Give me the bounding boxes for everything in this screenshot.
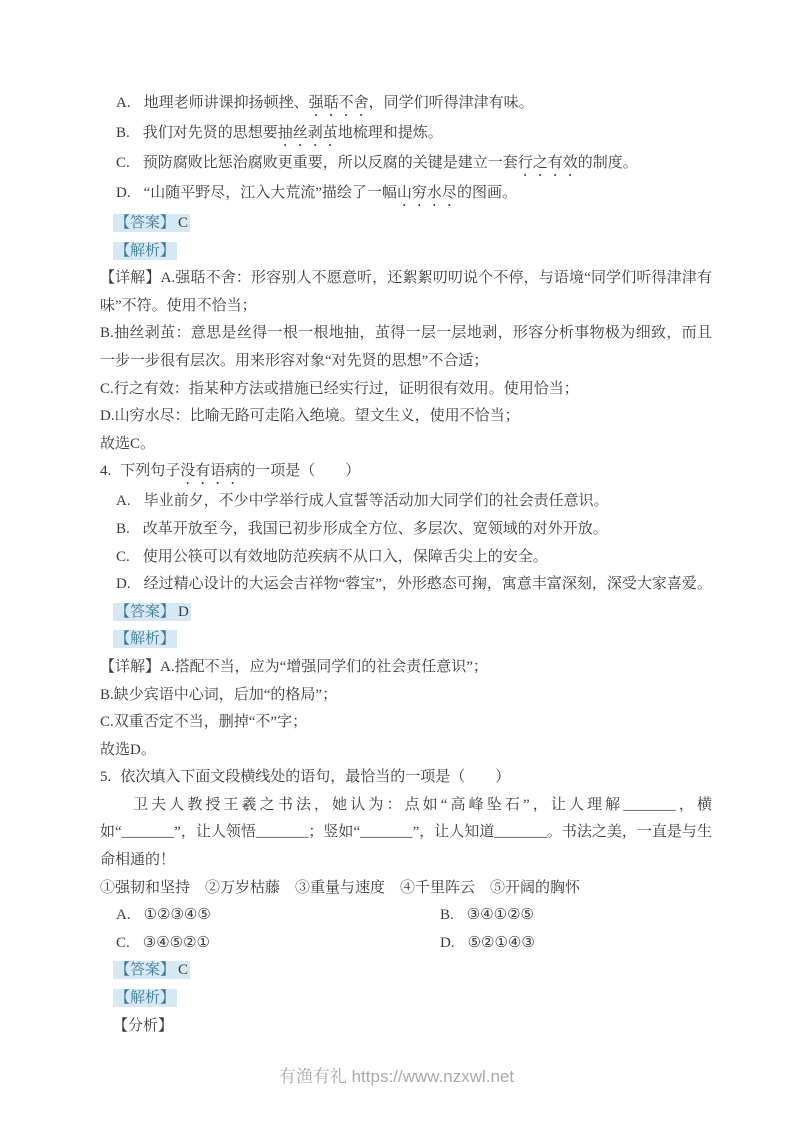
q4-option-a — [100, 488, 712, 516]
question-number: 4. — [100, 463, 112, 480]
detail-label: 【详解】 — [100, 658, 161, 675]
option-text: 的制度。 — [577, 155, 638, 171]
option-text: 预防腐败比惩治腐败更重要，所以反腐的关键是建立一套 — [142, 155, 518, 171]
q5-analysis-line — [100, 985, 712, 1013]
q5-options-grid — [100, 902, 712, 957]
q5-option-c — [116, 930, 440, 958]
option-letter: C. — [116, 548, 130, 565]
question-text: 的一项是（ ） — [240, 463, 361, 480]
option-letter: A. — [116, 493, 131, 510]
option-text: 改革开放至今，我国已初步形成全方位、多层次、宽领域的对外开放。 — [142, 520, 608, 537]
passage-text: 。书法之美，一直是与生命相通的！ — [100, 824, 712, 869]
q3-detail-b: B.抽丝剥茧：意思是丝得一根一根地抽，茧得一层一层地剥，形容分析事物极为细致，而且一步一步很有层次。用来形容对象“对先贤的思想”不合适； — [100, 325, 712, 369]
option-text: ⑤②①④③ — [467, 934, 535, 951]
q4-detail-a — [100, 654, 712, 682]
option-letter: C. — [116, 934, 130, 951]
q4-analysis-line — [100, 626, 712, 654]
answer-highlight — [113, 603, 191, 621]
detail-text: A.强聒不舍：形容别人不愿意听，还絮絮叨叨说个不停，与语境“同学们听得津津有味”不符。使用不恰当； — [100, 270, 712, 314]
q3-detail-c: C.行之有效：指某种方法或措施已经实行过，证明很有效用。使用恰当； — [100, 380, 579, 397]
q5-answer-line — [100, 957, 712, 985]
option-text: 经过精心设计的大运会吉祥物“蓉宝”，外形憨态可掬，寓意丰富深刻，深受大家喜爱。 — [143, 576, 712, 593]
q4-option-b — [100, 516, 712, 544]
answer-label: 【答案】 — [115, 962, 176, 979]
option-text: 地梳理和提炼。 — [337, 125, 443, 141]
option-letter: C. — [116, 155, 130, 171]
option-letter: B. — [440, 907, 454, 924]
q3-option-d — [100, 180, 712, 210]
answer-value: D — [178, 603, 189, 620]
option-text: 的图画。 — [456, 185, 517, 201]
q3-analysis-line — [100, 238, 712, 266]
q5-option-b — [440, 902, 712, 930]
q3-option-a — [100, 90, 712, 120]
answer-value: C — [178, 215, 189, 231]
option-text: ①②③④⑤ — [143, 907, 211, 924]
passage-text: ，让人知道 — [419, 824, 495, 841]
q5-option-d — [440, 930, 712, 958]
detail-label: 【详解】 — [100, 270, 161, 287]
option-text: 毕业前夕，不少中学举行成人宣誓等活动加大同学们的社会责任意识。 — [143, 493, 609, 510]
passage-text: ，让人领悟 — [180, 824, 256, 841]
emphasized-idiom: 抽丝剥茧 — [277, 125, 338, 141]
question-text: 下列句子 — [120, 463, 181, 480]
emphasized-idiom: 强聒不舍 — [308, 95, 369, 111]
q4-title — [100, 458, 712, 488]
quoted-blank-line: “_______” — [115, 824, 181, 841]
option-text: “山随平野尽，江入大荒流”描绘了一幅 — [143, 185, 397, 201]
answer-value: C — [178, 962, 189, 979]
option-letter: A. — [116, 95, 131, 111]
option-text: ③④⑤②① — [142, 934, 211, 951]
passage-text: ，横如 — [100, 796, 712, 841]
analysis-label: 【解析】 — [115, 631, 176, 648]
q3-answer-line — [100, 210, 712, 238]
q5-numbered-items: ①强韧和坚持 ②万岁枯藤 ③重量与速度 ④千里阵云 ⑤开阔的胸怀 — [100, 879, 581, 896]
q5-title — [100, 764, 712, 792]
q3-option-c — [100, 150, 712, 180]
q4-conclusion: 故选D。 — [100, 741, 156, 758]
q4-detail-c: C.双重否定不当，删掉“不”字； — [100, 714, 308, 731]
question-text: 依次填入下面文段横线处的语句，最恰当的一项是（ ） — [120, 769, 511, 786]
option-letter: D. — [440, 934, 455, 951]
emphasized-idiom: 山穷水尽 — [396, 185, 457, 201]
option-letter: B. — [116, 125, 130, 141]
quoted-blank-line: “_______” — [353, 824, 420, 841]
q4-option-d — [100, 571, 712, 599]
question-number: 5. — [100, 769, 112, 786]
answer-highlight — [113, 961, 190, 979]
option-letter: A. — [116, 907, 131, 924]
detail-text: A.搭配不当，应为“增强同学们的社会责任意识”； — [160, 658, 488, 675]
option-text: 地理老师讲课抑扬顿挫、 — [143, 95, 309, 111]
blank-line: _______ — [623, 796, 676, 813]
q5-passage — [100, 792, 712, 875]
option-letter: D. — [116, 185, 131, 201]
q4-answer-line — [100, 599, 712, 627]
q5-option-a — [116, 902, 440, 930]
option-letter: B. — [116, 520, 130, 537]
blank-line: _______ — [255, 824, 309, 841]
analysis-label: 【解析】 — [115, 242, 176, 259]
fenxi-label: 【分析】 — [113, 1017, 174, 1034]
option-letter: D. — [116, 576, 131, 593]
watermark-text: 有渔有礼 https://www.nzxwl.net — [278, 1067, 515, 1086]
page-footer — [0, 1062, 793, 1087]
q5-fenxi-line — [100, 1013, 712, 1041]
option-text: 我们对先贤的思想要 — [142, 125, 278, 141]
q3-detail-a — [100, 265, 712, 320]
q4-detail-b: B.缺少宾语中心词，后加“的格局”； — [100, 686, 338, 703]
answer-label: 【答案】 — [115, 603, 176, 620]
answer-highlight — [113, 214, 190, 232]
q3-conclusion: 故选C。 — [100, 435, 156, 452]
passage-text: 卫夫人教授王羲之书法，她认为：点如“高峰坠石”，让人理解 — [133, 796, 624, 813]
q3-detail-d: D.山穷水尽：比喻无路可走陷入绝境。望文生义，使用不恰当； — [100, 408, 520, 425]
q4-option-c — [100, 544, 712, 572]
emphasized-phrase: 没有语病 — [180, 463, 241, 480]
q3-option-b — [100, 120, 712, 150]
passage-text: ；竖如 — [308, 824, 354, 841]
option-text: ，同学们听得津津有味。 — [368, 95, 534, 111]
option-text: 使用公筷可以有效地防范疾病不从口入，保障舌尖上的安全。 — [142, 548, 548, 565]
exam-content — [100, 90, 712, 1040]
analysis-label: 【解析】 — [115, 990, 176, 1007]
blank-line: _______ — [494, 824, 547, 841]
option-text: ③④①②⑤ — [466, 907, 535, 924]
emphasized-idiom: 行之有效 — [517, 155, 578, 171]
answer-label: 【答案】 — [115, 215, 176, 231]
